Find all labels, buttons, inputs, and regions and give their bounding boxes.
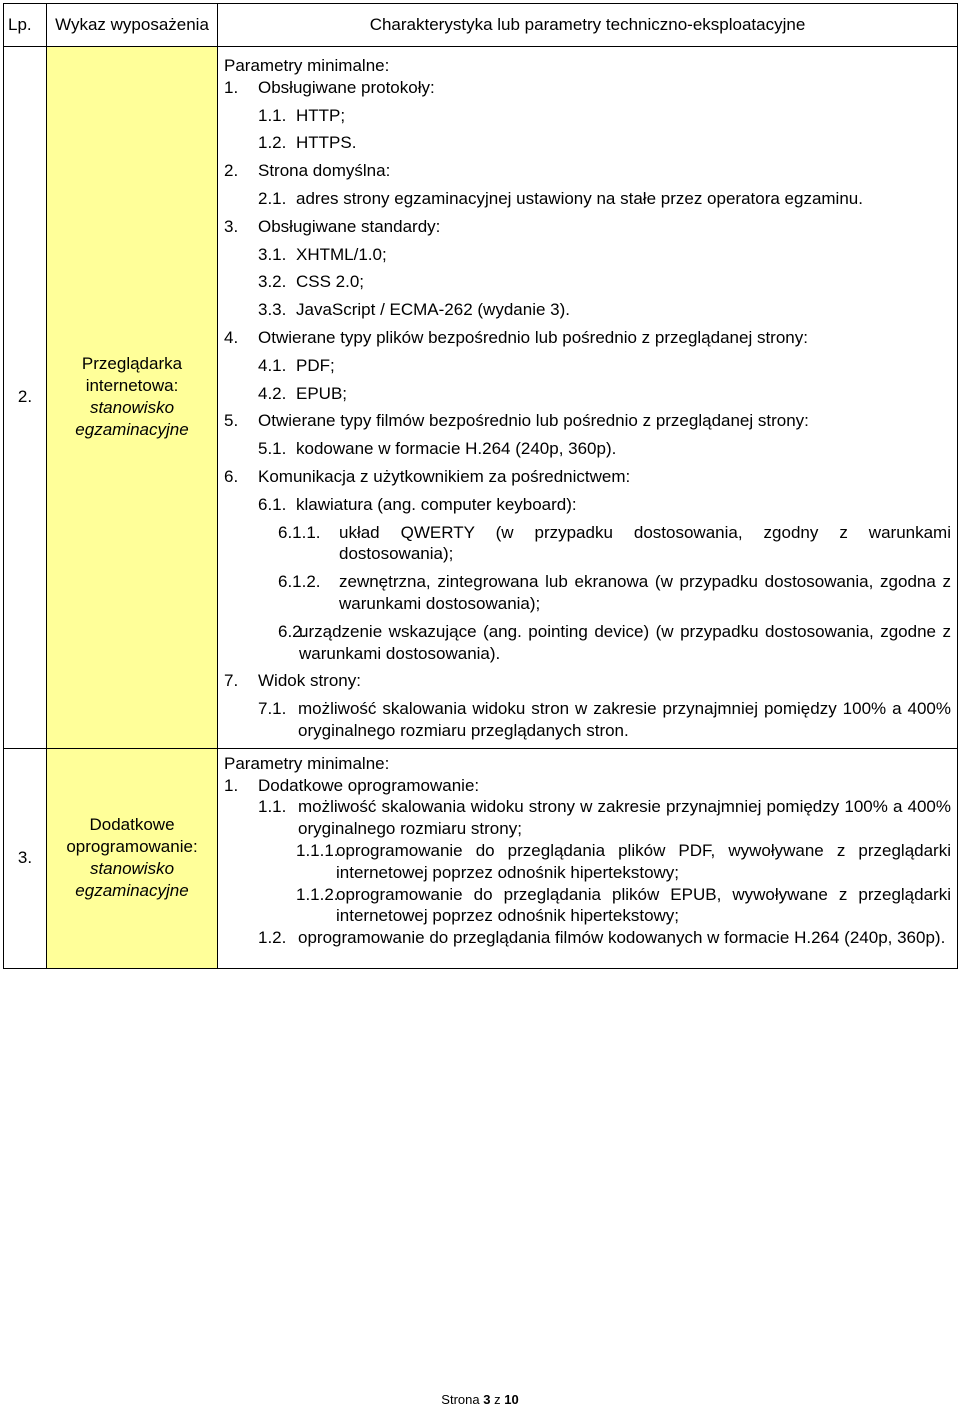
equipment-name-cell bbox=[47, 748, 218, 968]
spec-line: 1. Obsługiwane protokoły: bbox=[224, 77, 435, 97]
spec-line: 1.1. możliwość skalowania widoku strony w zakresie przynajmniej pomiędzy 100% a 400% oryginalnego rozmiaru strony; bbox=[258, 797, 951, 839]
row-number: 3. bbox=[4, 748, 47, 968]
spec-line: 1.2. oprogramowanie do przeglądania filmów kodowanych w formacie H.264 (240p, 360p). bbox=[258, 928, 946, 948]
spec-line: 7. Widok strony: bbox=[224, 671, 361, 691]
footer-prefix: Strona bbox=[441, 1392, 480, 1407]
spec-line: 6. Komunikacja z użytkownikiem za pośrednictwem: bbox=[224, 466, 631, 486]
spec-line: 1.2. HTTPS. bbox=[258, 133, 357, 153]
table-row bbox=[4, 47, 958, 749]
spec-line: 1.1.1. oprogramowanie do przeglądania plików PDF, wywoływane z przeglądarki internetowej poprzez odnośnik hipertekstowy; bbox=[296, 840, 951, 882]
spec-line: 3.1. XHTML/1.0; bbox=[258, 244, 387, 264]
footer-of: z bbox=[494, 1392, 501, 1407]
spec-line: 5.1. kodowane w formacie H.264 (240p, 360p). bbox=[258, 439, 617, 459]
row-number: 2. bbox=[4, 47, 47, 749]
equipment-name: Przeglądarka internetowa: bbox=[81, 354, 183, 396]
spec-line: 4.2. EPUB; bbox=[258, 383, 348, 403]
page-footer bbox=[0, 1392, 960, 1407]
table-row bbox=[4, 748, 958, 968]
spec-line: 7.1. możliwość skalowania widoku stron w zakresie przynajmniej pomiędzy 100% a 400% oryginalnego rozmiaru przeglądanych stron. bbox=[258, 699, 951, 740]
spec-line: 2.1. adres strony egzaminacyjnej ustawiony na stałe przez operatora egzaminu. bbox=[258, 188, 863, 208]
spec-line: 1. Dodatkowe oprogramowanie: bbox=[224, 775, 480, 795]
table-header-row bbox=[4, 4, 958, 47]
spec-line: 1.1. HTTP; bbox=[258, 105, 346, 125]
spec-line: 3. Obsługiwane standardy: bbox=[224, 216, 441, 236]
spec-line: 6.1.1. układ QWERTY (w przypadku dostosowania, zgodny z warunkami dostosowania); bbox=[278, 522, 951, 564]
header-characteristics: Charakterystyka lub parametry techniczno-eksploatacyjne bbox=[218, 4, 958, 47]
equipment-station: stanowisko egzaminacyjne bbox=[75, 398, 189, 440]
footer-page: 3 bbox=[483, 1392, 491, 1407]
spec-heading: Parametry minimalne: bbox=[224, 56, 390, 75]
spec-cell bbox=[218, 748, 958, 968]
spec-line: 6.2. urządzenie wskazujące (ang. pointing device) (w przypadku dostosowania, zgodne z warunkami dostosowania). bbox=[278, 621, 951, 663]
spec-line: 6.1.2. zewnętrzna, zintegrowana lub ekranowa (w przypadku dostosowania, zgodna z warunkami dostosowania); bbox=[278, 572, 951, 613]
spec-line: 4.1. PDF; bbox=[258, 355, 335, 375]
spec-cell bbox=[218, 47, 958, 749]
header-lp: Lp. bbox=[4, 4, 47, 47]
spec-line: 3.3. JavaScript / ECMA-262 (wydanie 3). bbox=[258, 300, 570, 320]
equipment-name-cell bbox=[47, 47, 218, 749]
spec-line: 6.1. klawiatura (ang. computer keyboard): bbox=[258, 494, 577, 514]
spec-heading: Parametry minimalne: bbox=[224, 753, 390, 773]
spec-line: 4. Otwierane typy plików bezpośrednio lub pośrednio z przeglądanej strony: bbox=[224, 327, 808, 347]
spec-line: 1.1.2. oprogramowanie do przeglądania plików EPUB, wywoływane z przeglądarki internetowej poprzez odnośnik hipertekstowy; bbox=[296, 884, 951, 926]
header-equipment: Wykaz wyposażenia bbox=[47, 4, 218, 47]
spec-line: 2. Strona domyślna: bbox=[224, 161, 391, 181]
equipment-station: stanowisko egzaminacyjne bbox=[75, 859, 189, 901]
spec-line: 3.2. CSS 2.0; bbox=[258, 272, 365, 292]
equipment-name: Dodatkowe oprogramowanie: bbox=[66, 815, 198, 857]
footer-total: 10 bbox=[504, 1392, 519, 1407]
equipment-table bbox=[3, 3, 958, 969]
spec-line: 5. Otwierane typy filmów bezpośrednio lub pośrednio z przeglądanej strony: bbox=[224, 411, 809, 431]
